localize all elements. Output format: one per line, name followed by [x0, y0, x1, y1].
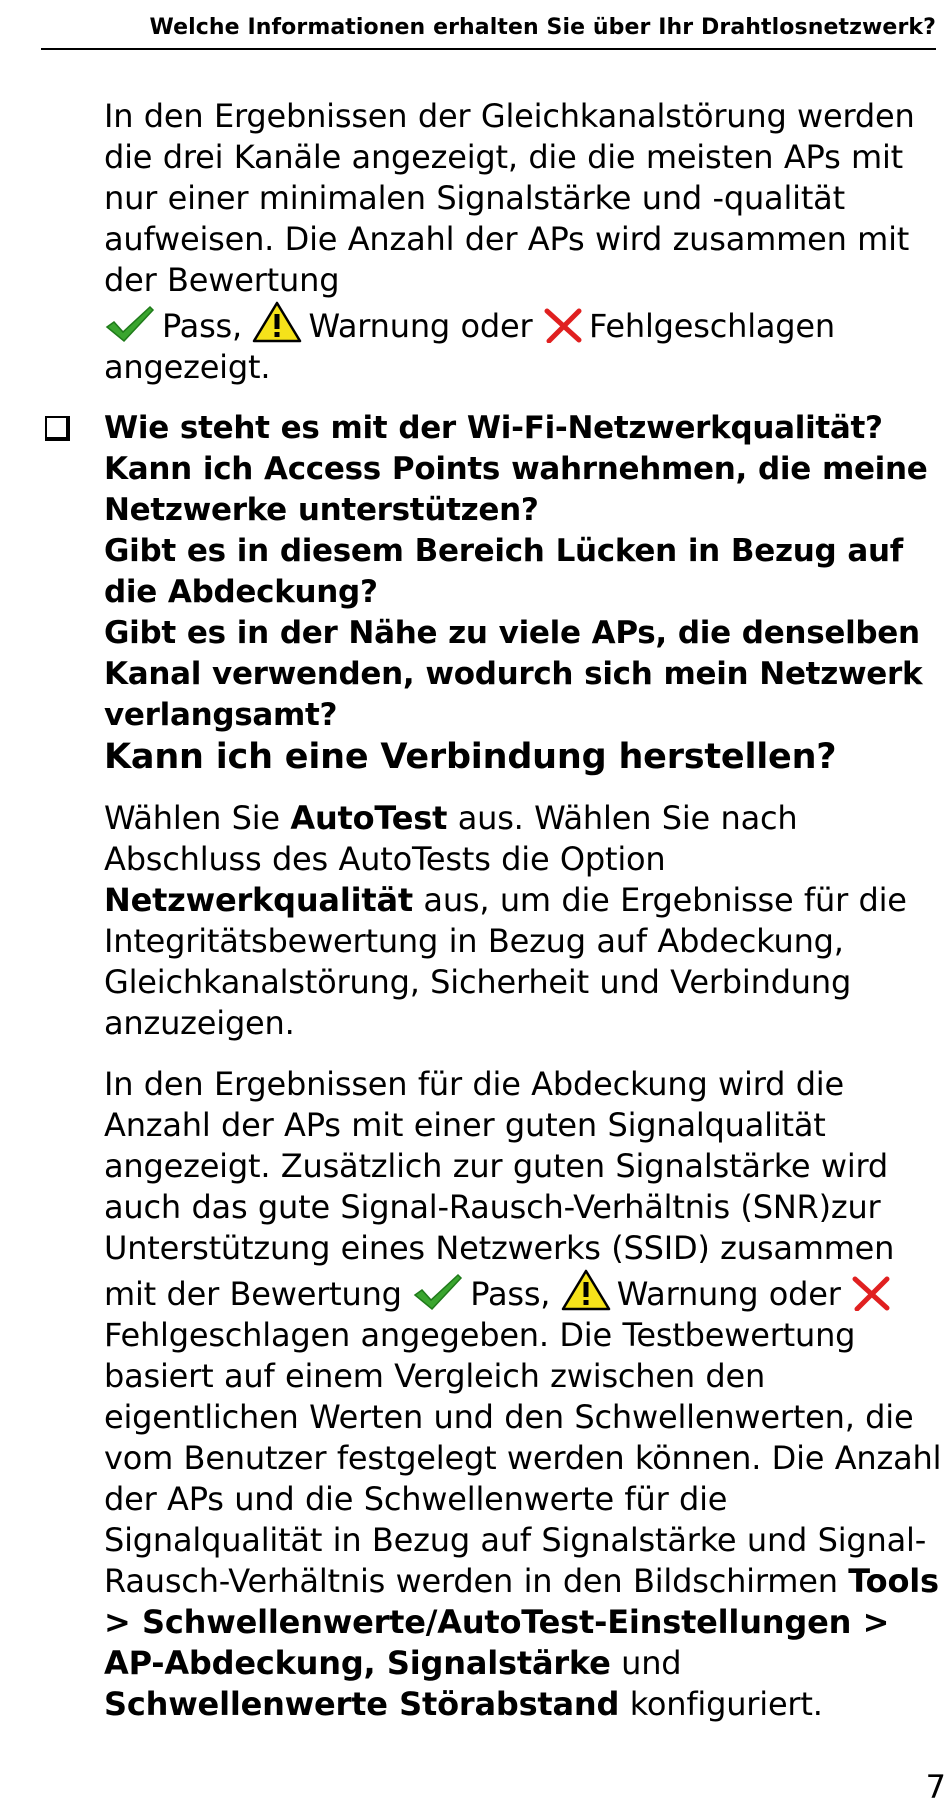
page-number: 7 [925, 1768, 946, 1806]
intro-text: In den Ergebnissen der Gleichkanalstörung werden die drei Kanäle angezeigt, die die meisten APs mit nur einer minimalen Signalstärke und -qualität aufweisen. Die Anzahl der APs wird zusammen mit der Bewertung [104, 97, 915, 299]
text-span: aus, um die Ergebnisse für die Integritätsbewertung in Bezug auf Abdeckung, Gleichkanalstörung, Sicherheit und Verbindung anzuzeigen. [104, 881, 907, 1042]
warning-label: Warnung oder [308, 307, 533, 345]
pass-label: Pass, [162, 307, 242, 345]
text-span: In den Ergebnissen für die Abdeckung wird die Anzahl der APs mit einer guten Signalqualität angezeigt. Zusätzlich zur guten Signalstärke wird auch das gute Signal-Rausch-Verhältnis (SNR)zur Unterstützung eines Netzwerks (SSID) zusammen mit der Bewertung [104, 1065, 895, 1313]
coverage-paragraph [104, 1064, 944, 1725]
autotest-paragraph [104, 798, 944, 1044]
text-span: und [610, 1644, 682, 1682]
text-span: Wählen Sie [104, 799, 291, 837]
red-x-icon [851, 1275, 891, 1311]
check-mark-icon [104, 303, 156, 343]
bold-term: Tools > Schwellenwerte/AutoTest-Einstellungen > AP-Abdeckung, Signalstärke [104, 1562, 939, 1682]
header-title: Welche Informationen erhalten Sie über Ihr Drahtlosnetzwerk? [149, 15, 936, 40]
intro-text-end: angezeigt. [104, 348, 271, 386]
warning-triangle-icon [252, 301, 302, 343]
checkbox-icon [45, 416, 70, 441]
bold-term: Netzwerkqualität [104, 881, 413, 919]
section-title: Kann ich eine Verbindung herstellen? [104, 737, 837, 777]
warning-triangle-icon [561, 1269, 611, 1311]
question-line: Wie steht es mit der Wi-Fi-Netzwerkqualität? [104, 410, 883, 446]
page-header [41, 12, 936, 50]
fail-label: Fehlgeschlagen angegeben. [104, 1316, 549, 1354]
fail-label: Fehlgeschlagen [588, 307, 835, 345]
text-span: aus. Wählen Sie nach Abschluss des AutoTests die Option [104, 799, 798, 878]
intro-paragraph [104, 96, 944, 388]
question-line: Gibt es in der Nähe zu viele APs, die denselben Kanal verwenden, wodurch sich mein Netzwerk verlangsamt? [104, 615, 923, 733]
check-mark-icon [412, 1271, 464, 1311]
bold-term: Schwellenwerte Störabstand [104, 1685, 620, 1723]
page-content [104, 96, 944, 1725]
question-line: Gibt es in diesem Bereich Lücken in Bezug auf die Abdeckung? [104, 533, 903, 610]
warning-label: Warnung oder [616, 1275, 841, 1313]
pass-label: Pass, [470, 1275, 551, 1313]
question-block [104, 408, 944, 778]
bold-term: AutoTest [290, 799, 448, 837]
text-span: Die Testbewertung basiert auf einem Vergleich zwischen den eigentlichen Werten und den Schwellenwerten, die vom Benutzer festgelegt werden können. Die Anzahl der APs und die Schwellenwerte für die Signalqualität in Bezug auf Signalstärke und Signal-Rausch-Verhältnis werden in den Bildschirmen [104, 1316, 942, 1600]
red-x-icon [543, 307, 583, 343]
text-span: konfiguriert. [619, 1685, 823, 1723]
question-line: Kann ich Access Points wahrnehmen, die meine Netzwerke unterstützen? [104, 451, 928, 528]
